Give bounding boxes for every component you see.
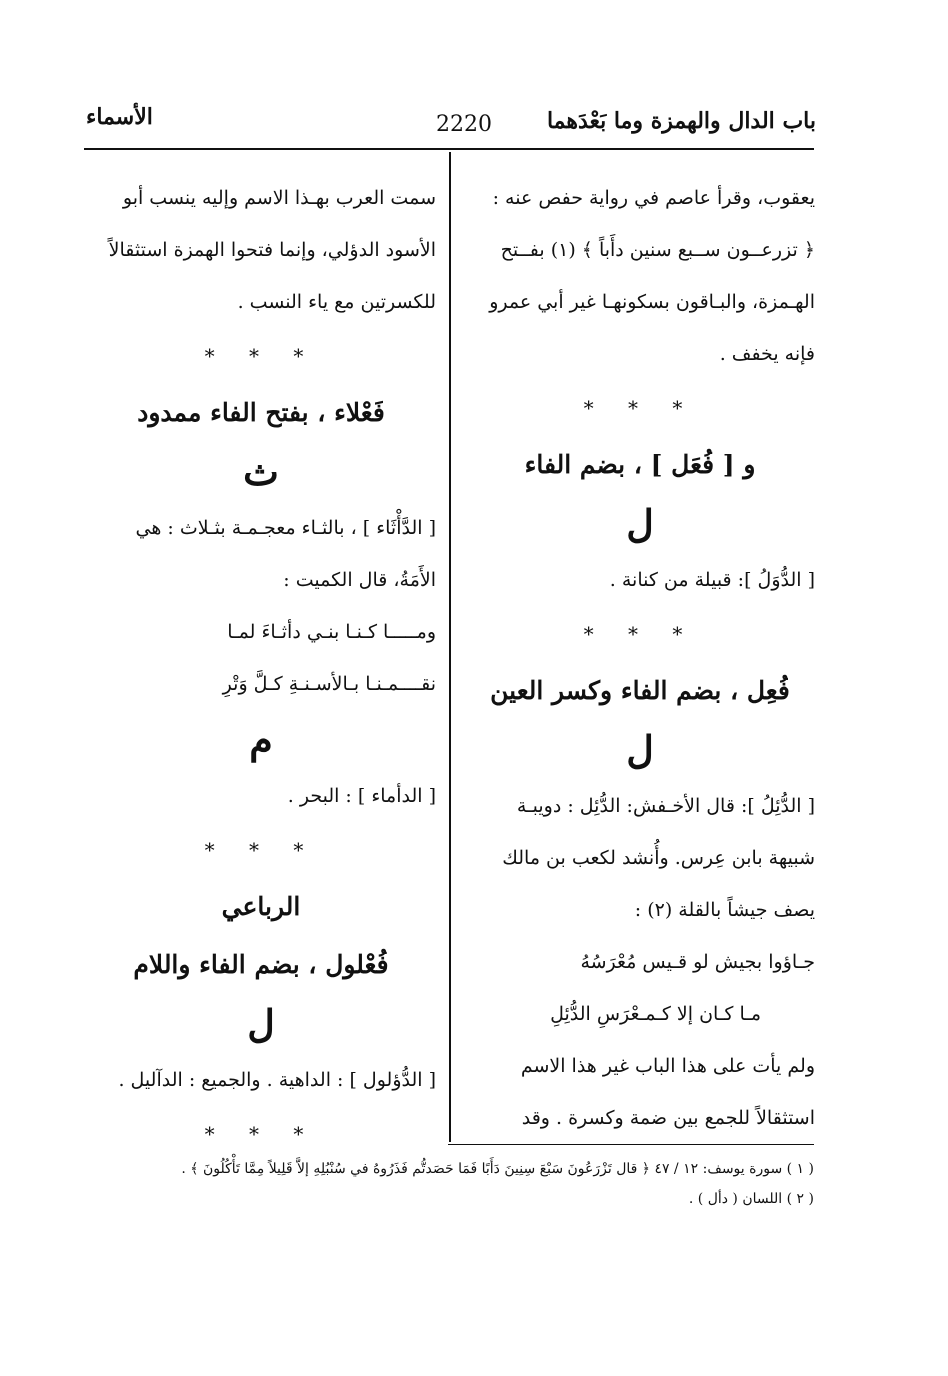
text-line: استثقالاً للجمع بين ضمة وكسرة . وقد [521, 1107, 815, 1129]
footnotes [94, 1154, 814, 1214]
letter-heading: ث [243, 449, 279, 494]
text-line: للكسرتين مع ياء النسب . [237, 291, 436, 313]
text-line: سمت العرب بهـذا الاسم وإليه ينسب أبو [122, 187, 436, 209]
text-line: الأَمَةُ، قال الكميت : [283, 569, 436, 591]
section-separator: * * * [204, 344, 318, 368]
entry-line: [ الدأماء ] : البحر . [287, 785, 436, 807]
footnote-rule [448, 1144, 814, 1145]
pattern-heading: فُعِل ، بضم الفاء وكسر العين [490, 676, 790, 705]
text-line: الأسود الدؤلي، وإنما فتحوا الهمزة استثقالاً [108, 239, 436, 261]
letter-heading: ل [626, 501, 654, 546]
right-column [465, 172, 815, 1144]
chapter-title: باب الدال والهمزة وما بَعْدَهما [546, 108, 816, 134]
verse-line: مـا كـان إلا كـمـعْرَسِ الدُّئِلِ [550, 1003, 761, 1025]
letter-heading: م [249, 717, 273, 762]
section-separator: * * * [204, 838, 318, 862]
verse-line: جـاؤوا بجيش لو قـيس مُعْرَسُهُ [580, 951, 815, 973]
section-separator: * * * [583, 622, 697, 646]
entry-line: [ الدُّؤلول ] : الداهية . والجميع : الدآليل . [118, 1069, 436, 1091]
pattern-heading: و [ فُعَل ] ، بضم الفاء [524, 450, 756, 479]
text-line: ولم يأت على هذا الباب غير هذا الاسم [520, 1055, 815, 1077]
verse-line: ومـــــا كـنـا بنـي دأثـاءَ لمـا [227, 621, 436, 643]
entry-line: [ الدَّأْثَاء ] ، بالثـاء معجـمـة بثـلاث : هي [135, 517, 436, 539]
text-line: شبيهة بابن عِرس. وأُنشد لكعب بن مالك [502, 847, 815, 869]
footnote: ( ١ ) سورة يوسف: ١٢ / ٤٧ ﴿ قال تَزْرَعُونَ سَبْعَ سِنِينَ دَأَبًا فَمَا حَصَدتُّم فَذَرُوهُ في سُنْبُلِهِ إلاَّ قَلِيلاً مِمَّا تَأْكُلُونَ ﴾ . [181, 1161, 814, 1177]
verse-line: نقــــمـنـا بـالأسـنـةِ كـلَّ وَتْرِ [222, 673, 436, 695]
text-line: فإنه يخفف . [719, 343, 815, 365]
text-line: يصف جيشاً بالقلة (٢) : [634, 899, 815, 921]
text-line: ﴿ تزرعــون ســبع سنين دأَباً ﴾ (١) بفــتح [500, 239, 815, 261]
entry-line: [ الدُّئِلُ ]: قال الأخـفش: الدُّئِل : دويبـة [516, 795, 815, 817]
pattern-heading: فَعْلاء ، بفتح الفاء ممدود [137, 398, 385, 427]
header-rule [84, 148, 814, 150]
text-line: يعقوب، وقرأ عاصم في رواية حفص عنه : [492, 187, 815, 209]
letter-heading: ل [626, 727, 654, 772]
letter-heading: ل [247, 1001, 275, 1046]
footnote: ( ٢ ) اللسان ( دأل ) . [688, 1191, 814, 1207]
pattern-heading: فُعْلول ، بضم الفاء واللام [133, 950, 389, 979]
left-column [86, 172, 436, 1162]
section-title: الأسماء [86, 104, 153, 130]
page-number: 2220 [436, 112, 492, 137]
text-line: الهـمزة، والبـاقون بسكونهـا غير أبي عمرو [489, 291, 815, 313]
column-divider [449, 152, 451, 1142]
entry-line: [ الدُّوَلُ ]: قبيلة من كنانة . [609, 569, 815, 591]
section-heading: الرباعي [221, 892, 301, 921]
section-separator: * * * [204, 1122, 318, 1146]
section-separator: * * * [583, 396, 697, 420]
